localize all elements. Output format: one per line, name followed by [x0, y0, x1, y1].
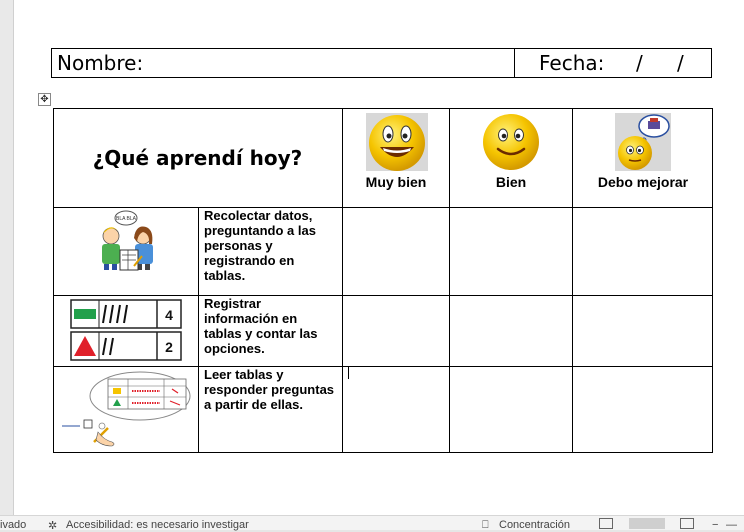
row-2-description: Registrar información en tablas y contar las opciones.	[204, 296, 318, 356]
smile-face-icon	[481, 113, 541, 171]
column-divider	[342, 108, 343, 453]
rating-improve-label: Debo mejorar	[597, 174, 689, 190]
header-divider	[514, 49, 515, 77]
status-left-text: ivado	[0, 519, 27, 531]
status-bar	[0, 515, 744, 530]
rating-very-good-label: Muy bien	[365, 174, 427, 190]
tally-count-red: 2	[165, 339, 173, 355]
row-1-description: Recolectar datos, preguntando a las personas y registrando en tablas.	[204, 208, 316, 283]
read-mode-icon[interactable]	[599, 518, 613, 529]
svg-text:BLA BLA: BLA BLA	[115, 216, 137, 222]
date-slash: /	[677, 51, 684, 75]
row-divider	[53, 295, 713, 296]
column-divider	[198, 207, 199, 453]
header-table	[51, 48, 712, 78]
web-layout-icon[interactable]	[680, 518, 694, 529]
row-divider	[53, 207, 713, 208]
column-divider	[449, 108, 450, 453]
zoom-out-icon[interactable]: −	[712, 519, 719, 531]
date-slash: /	[636, 51, 643, 75]
table-move-handle-icon[interactable]: ✥	[38, 93, 51, 106]
accessibility-status[interactable]: Accesibilidad: es necesario investigar	[66, 519, 249, 531]
date-label: Fecha:	[539, 51, 605, 75]
thinking-face-icon	[615, 113, 671, 171]
two-people-talking-icon	[96, 210, 162, 272]
big-smile-face-icon	[366, 113, 428, 171]
accessibility-icon[interactable]: ✲	[48, 520, 58, 532]
focus-mode-button[interactable]: Concentración	[499, 519, 570, 531]
name-label: Nombre:	[57, 51, 144, 75]
print-layout-icon[interactable]	[629, 518, 665, 529]
row-divider	[53, 366, 713, 367]
zoom-slider-icon[interactable]: —	[726, 519, 737, 531]
rating-good-label: Bien	[495, 174, 527, 190]
focus-icon[interactable]: ⎕	[482, 519, 489, 531]
tally-count-green: 4	[165, 307, 173, 323]
left-margin	[0, 0, 14, 515]
table-title: ¿Qué aprendí hoy?	[92, 146, 303, 170]
tally-table-icon	[70, 298, 182, 362]
row-3-description: Leer tablas y responder preguntas a partir de ellas.	[204, 367, 335, 412]
reading-table-icon	[60, 370, 194, 448]
text-cursor	[348, 367, 349, 379]
column-divider	[572, 108, 573, 453]
